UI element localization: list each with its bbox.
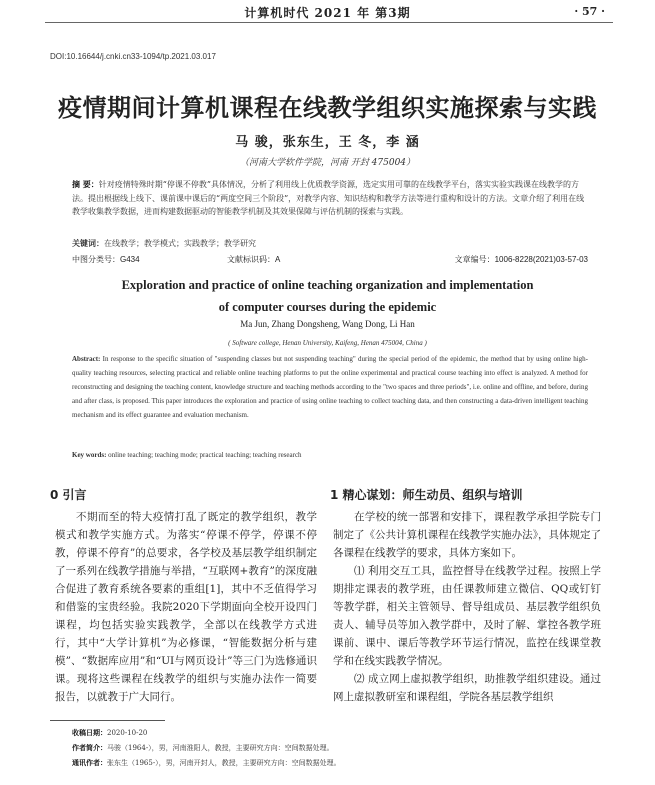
document-code: 文献标识码：A (227, 255, 281, 264)
section-1-body (333, 508, 601, 706)
footnote-author-bio (72, 743, 334, 753)
keywords-en (72, 451, 588, 459)
english-authors: Ma Jun, Zhang Dongsheng, Wang Dong, Li Han (240, 319, 415, 329)
paragraph: 不期而至的特大疫情打乱了既定的教学组织，教学模式和教学实施方式。为落实“停课不停学，停课不停教，停课不停育”的总要求，各学校及基层教学组织制定了一系列在线教学措施与举措，“互联网+教育”的深度融合促进了教育系统各要素的重组[1]，其中不乏值得学习和借鉴的宝贵经验。我院2020下学期面向全校开设四门课程，均包括实验实践教学，全部以在线教学方式进行，其中“大学计算机”为必修课，“智能数据分析与建模”、“数据库应用”和“UI与网页设计”等三门为选修通识课。现将这些课程在线教学的组织与实施办法作一简要报告，以就教于广大同行。 (55, 511, 317, 703)
clc-number: 中图分类号：G434 (72, 255, 140, 264)
affiliation: （河南大学软件学院，河南 开封 475004） (239, 158, 416, 168)
paper-title: 疫情期间计算机课程在线教学组织实施探索与实践 (58, 94, 597, 122)
authors: 马 骏，张东生，王 冬，李 涵 (235, 135, 420, 150)
paragraph: 在学校的统一部署和安排下，课程教学承担学院专门制定了《公共计算机课程在线教学实施办法》，具体规定了各课程在线教学的要求，具体方案如下。 (333, 511, 601, 559)
page-number: · 57 · (574, 5, 605, 18)
abstract-en (72, 352, 588, 422)
keywords-en-text: online teaching; teaching mode; practical teaching; teaching research (108, 451, 302, 459)
english-title-line: Exploration and practice of online teaching organization and implementation (121, 278, 534, 292)
section-1-title: 1 精心谋划：师生动员、组织与培训 (330, 488, 523, 502)
abstract-cn-text: 针对疫情特殊时期“停课不停教”具体情况，分析了利用线上优质教学资源，选定实用可靠的在线教学平台，落实实验实践课在线教学的方法。提出根据线上线下、课前课中课后的“两度空间三个阶段”，对教学内容、知识结构和教学方法等进行重构和设计的方法。文章介绍了利用在线教学收集教学数据，进而构建数据驱动的智能教学机制及其效果保障与评估机制的探索与实践。 (72, 180, 585, 216)
keywords-en-label: Key words: (72, 451, 107, 459)
keywords-cn (72, 238, 588, 249)
english-title-line: of computer courses during the epidemic (218, 300, 437, 314)
footnote-text: 2020-10-20 (107, 729, 148, 737)
section-0-body (55, 508, 317, 706)
footnote-label: 通讯作者： (72, 758, 107, 767)
paragraph: ⑴ 利用交互工具，监控督导在线教学过程。按照上学期排定课表的教学班，由任课教师建立微信、QQ或钉钉等教学群，相关主管领导、督导组成员、基层教学组织负责人、辅导员等加入教学群中，及时了解、掌控各教学班课前、课中、课后等教学环节运行情况，监控在线课堂教学和在线实践教学情况。 (333, 565, 601, 667)
abstract-en-label: Abstract: (72, 355, 101, 363)
footnote-label: 作者简介： (72, 743, 107, 752)
footnote-rule (50, 720, 165, 721)
abstract-cn (72, 178, 588, 219)
journal-issue: 计算机时代 2021 年 第3期 (244, 6, 411, 20)
section-0-title: 0 引言 (50, 488, 87, 502)
keywords-cn-label: 关键词： (72, 238, 104, 248)
english-title (0, 274, 655, 318)
english-affiliation: ( Software college, Henan University, Kaifeng, Henan 475004, China ) (228, 339, 427, 347)
running-header (0, 4, 655, 22)
footnote-text: 张东生（1965-），男，河南开封人，教授，主要研究方向：空间数据处理。 (107, 759, 341, 767)
keywords-cn-text: 在线教学；教学模式；实践教学；教学研究 (104, 239, 256, 248)
footnote-corresponding-author (72, 758, 341, 768)
header-rule (45, 22, 613, 23)
paragraph: ⑵ 成立网上虚拟教学组织，助推教学组织建设。通过网上虚拟教研室和课程组，学院各基层教学组织 (333, 673, 601, 703)
footnote-text: 马骏（1964-），男，河南淮阳人，教授，主要研究方向：空间数据处理。 (107, 744, 334, 752)
footnote-label: 收稿日期： (72, 728, 107, 737)
abstract-cn-label: 摘 要： (72, 179, 99, 189)
article-number: 文章编号：1006-8228(2021)03-57-03 (454, 255, 588, 264)
footnote-received (72, 728, 147, 738)
abstract-en-text: In response to the specific situation of "suspending classes but not suspending teaching" during the special period of the epidemic, the method that by using online high-quality teaching resources, selecting practical and reliable online teaching platforms to put the online experimental and practical course teaching into effect is analyzed. A method for reconstructing and designing the teaching content, knowledge structure and teaching methods according to the "two spaces and three periods", i.e. online and offline, and before, during and after class, is proposed. This paper introduces the exploration and practice of using online teaching to collect teaching data, and then constructing a data-driven intelligent teaching mechanism and its effect guarantee and evaluation mechanism. (72, 355, 589, 419)
doi: DOI:10.16644/j.cnki.cn33-1094/tp.2021.03.017 (50, 52, 216, 61)
